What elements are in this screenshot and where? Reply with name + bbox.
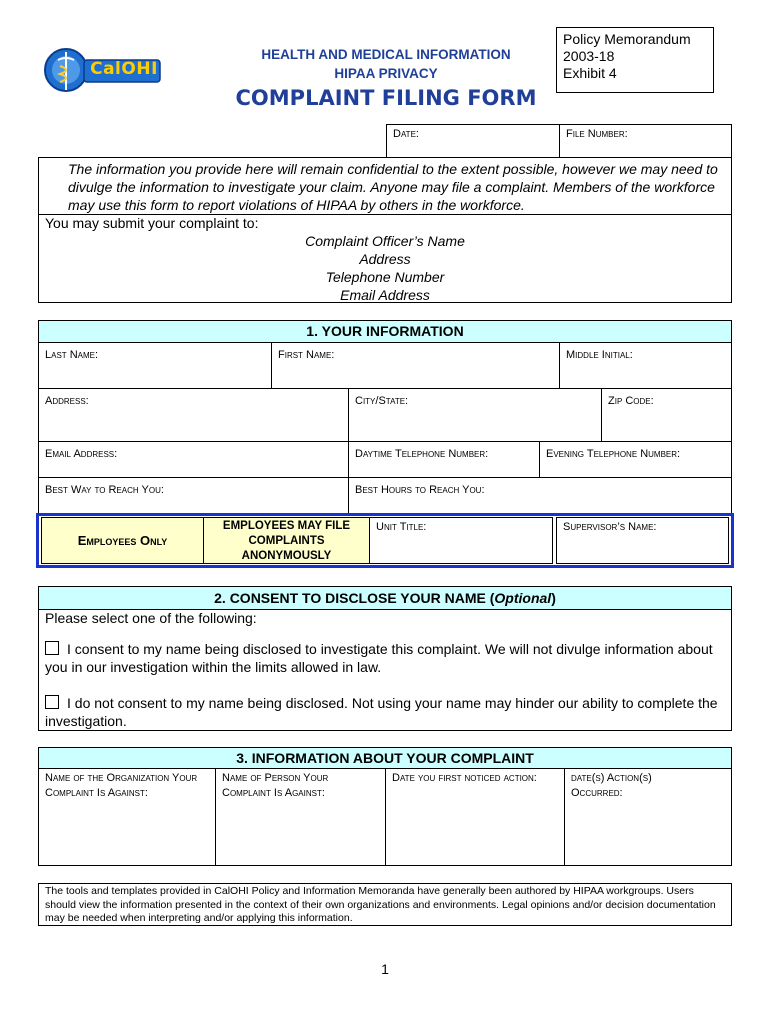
no-consent-option xyxy=(45,694,725,730)
organization-field[interactable] xyxy=(38,768,216,866)
section2-title: 2. CONSENT TO DISCLOSE YOUR NAME ( xyxy=(214,590,495,606)
submit-to: You may submit your complaint to: xyxy=(45,215,259,231)
form-title: COMPLAINT FILING FORM xyxy=(235,86,537,110)
disclaimer-text: The tools and templates provided in CalOHI Policy and Information Memoranda have generally been authored by HIPAA workgroups. Users should view the information presented in the context of their own organizations and environments. Legal opinions and/or decision documentation may be needed when interpreting and/or applying this information. xyxy=(45,885,716,924)
person-label: Name of Person Your Complaint Is Against: xyxy=(222,772,329,799)
officer-telephone: Telephone Number xyxy=(325,269,445,285)
city-state-field[interactable] xyxy=(348,388,602,442)
select-prompt: Please select one of the following: xyxy=(45,610,257,626)
first-name-label: First Name: xyxy=(278,349,335,361)
section1-header xyxy=(38,320,732,343)
action-dates-field[interactable] xyxy=(564,768,732,866)
officer-address: Address xyxy=(359,251,411,267)
first-name-field[interactable] xyxy=(271,342,560,389)
header-line2: HIPAA PRIVACY xyxy=(334,66,438,81)
last-name-field[interactable] xyxy=(38,342,272,389)
address-field[interactable] xyxy=(38,388,349,442)
officer-email: Email Address xyxy=(340,287,430,303)
person-field[interactable] xyxy=(215,768,386,866)
email-field[interactable] xyxy=(38,441,349,478)
officer-name: Complaint Officer’s Name xyxy=(305,233,465,249)
anonymous-note-cell xyxy=(203,517,370,564)
section3-header xyxy=(38,747,732,769)
memo-line2: 2003-18 xyxy=(563,48,615,64)
section2-header xyxy=(39,587,731,610)
date-label: Date: xyxy=(393,128,419,140)
action-dates-label: date(s) Action(s) Occurred: xyxy=(571,772,652,799)
email-label: Email Address: xyxy=(45,448,118,460)
zip-code-label: Zip Code: xyxy=(608,395,654,407)
file-number-field[interactable] xyxy=(559,124,732,158)
section3-title: 3. INFORMATION ABOUT YOUR COMPLAINT xyxy=(236,750,534,766)
evening-phone-field[interactable] xyxy=(539,441,732,478)
unit-title-label: Unit Title: xyxy=(376,521,427,533)
calohi-logo xyxy=(44,46,162,98)
employees-only-label: Employees Only xyxy=(77,533,168,548)
zip-code-field[interactable] xyxy=(601,388,732,442)
supervisor-name-field[interactable] xyxy=(556,517,729,564)
section2-optional: Optional xyxy=(494,590,552,606)
date-noticed-field[interactable] xyxy=(385,768,565,866)
section2-box xyxy=(38,586,732,731)
unit-title-field[interactable] xyxy=(369,517,553,564)
intro-box xyxy=(38,157,732,303)
section1-title: 1. YOUR INFORMATION xyxy=(306,323,464,339)
logo-text: CalOHI xyxy=(90,59,158,79)
last-name-label: Last Name: xyxy=(45,349,99,361)
consent-option-text: I consent to my name being disclosed to investigate this complaint. We will not divulge information about you in our investigation within the limits allowed in law. xyxy=(45,641,713,675)
organization-label: Name of the Organization Your Complaint Is Against: xyxy=(45,772,198,799)
best-way-label: Best Way to Reach You: xyxy=(45,484,164,496)
middle-initial-field[interactable] xyxy=(559,342,732,389)
header-line1: HEALTH AND MEDICAL INFORMATION xyxy=(261,47,511,62)
employees-only-cell xyxy=(41,517,204,564)
section2-close: ) xyxy=(551,590,556,606)
anonymous-note: EMPLOYEES MAY FILE COMPLAINTS ANONYMOUSLY xyxy=(222,520,351,562)
no-consent-option-text: I do not consent to my name being disclosed. Not using your name may hinder our ability to complete the investigation. xyxy=(45,695,718,729)
middle-initial-label: Middle Initial: xyxy=(566,349,633,361)
memo-line1: Policy Memorandum xyxy=(563,31,691,47)
disclaimer-box xyxy=(38,883,732,926)
file-number-label: File Number: xyxy=(566,128,628,140)
memo-box xyxy=(556,27,714,93)
no-consent-checkbox[interactable] xyxy=(45,695,59,709)
memo-line3: Exhibit 4 xyxy=(563,65,617,81)
best-hours-label: Best Hours to Reach You: xyxy=(355,484,485,496)
page-number: 1 xyxy=(381,961,389,977)
daytime-phone-label: Daytime Telephone Number: xyxy=(355,448,489,460)
evening-phone-label: Evening Telephone Number: xyxy=(546,448,681,460)
consent-checkbox[interactable] xyxy=(45,641,59,655)
best-hours-field[interactable] xyxy=(348,477,732,514)
city-state-label: City/State: xyxy=(355,395,409,407)
consent-option xyxy=(45,640,725,676)
date-noticed-label: Date you first noticed action: xyxy=(392,772,537,784)
best-way-field[interactable] xyxy=(38,477,349,514)
daytime-phone-field[interactable] xyxy=(348,441,540,478)
address-label: Address: xyxy=(45,395,89,407)
date-field[interactable] xyxy=(386,124,560,158)
supervisor-name-label: Supervisor’s Name: xyxy=(563,521,657,533)
intro-paragraph: The information you provide here will remain confidential to the extent possible, however we may need to divulge the information to investigate your claim. Anyone may file a complaint. Members of the workforce may use this form to report violations of HIPAA by others in the workforce. xyxy=(68,161,718,213)
